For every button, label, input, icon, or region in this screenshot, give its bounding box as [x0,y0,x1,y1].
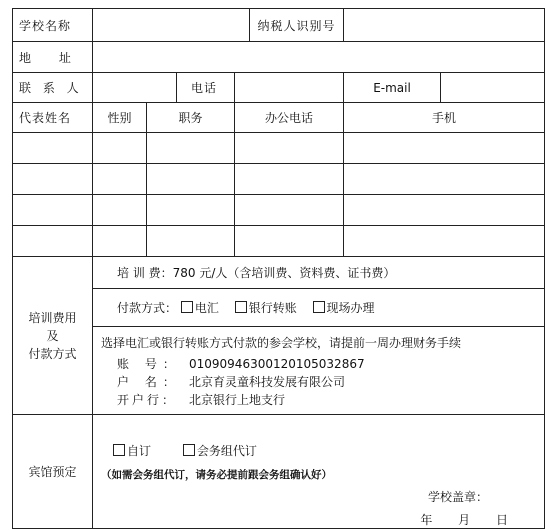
school-name-label: 学校名称 [13,9,93,42]
rep-gender-cell[interactable] [93,195,147,226]
rep-name-cell[interactable] [13,226,93,257]
account-number-key: 账 号： [117,357,181,371]
tax-id-field[interactable] [344,9,545,42]
bank-key: 开户行： [117,393,178,407]
option-label: 电汇 [194,301,219,315]
account-number-value: 0109094630012010503286​7 [189,357,365,371]
rep-row [13,133,545,164]
checkbox-icon[interactable] [181,301,193,313]
rep-office-phone-cell[interactable] [235,164,344,195]
rep-office-phone-cell[interactable] [235,133,344,164]
rep-gender-cell[interactable] [93,133,147,164]
payment-method-label: 付款方式： [117,301,178,315]
rep-header-row [13,103,545,133]
rep-name-cell[interactable] [13,195,93,226]
rep-office-phone-header: 办公电话 [235,103,344,133]
email-field[interactable] [441,73,545,103]
phone-label: 电话 [177,73,235,103]
account-number-line [117,355,538,373]
hotel-row [13,415,545,529]
account-holder-key: 户 名： [117,375,181,389]
rep-name-cell[interactable] [13,164,93,195]
hotel-cell [93,415,545,529]
school-name-field[interactable] [93,9,250,42]
tax-id-label: 纳税人识别号 [250,9,344,42]
address-field[interactable] [93,42,545,73]
payment-method-row [13,289,545,327]
phone-field[interactable] [235,73,344,103]
rep-gender-header: 性别 [93,103,147,133]
rep-title-cell[interactable] [147,133,235,164]
fee-row [13,257,545,289]
checkbox-icon[interactable] [235,301,247,313]
option-organizer-booking[interactable] [183,444,257,458]
rep-mobile-cell[interactable] [344,195,545,226]
rep-row [13,164,545,195]
rep-mobile-cell[interactable] [344,133,545,164]
rep-row [13,195,545,226]
rep-title-cell[interactable] [147,195,235,226]
option-label: 会务组代订 [196,444,257,458]
payment-note: 选择电汇或银行转账方式付款的参会学校，请提前一周办理财务手续 [101,336,462,350]
payment-method-cell [93,289,545,327]
address-row [13,42,545,73]
option-onsite[interactable] [313,301,375,315]
checkbox-icon[interactable] [313,301,325,313]
school-row [13,9,545,42]
fee-label-line: 培训费用 [28,310,77,325]
bank-value: 北京银行上地支行 [189,393,286,407]
hotel-options [113,441,538,461]
rep-gender-cell[interactable] [93,226,147,257]
rep-name-cell[interactable] [13,133,93,164]
fee-label-line: 付款方式 [28,346,77,361]
account-info [101,353,538,409]
option-label: 自订 [127,444,152,458]
option-label: 银行转账 [248,301,297,315]
fee-line: 培 训 费：780 元/人（含培训费、资料费、证书费） [93,257,545,289]
rep-title-header: 职务 [147,103,235,133]
rep-mobile-cell[interactable] [344,164,545,195]
rep-title-cell[interactable] [147,164,235,195]
option-wire-transfer[interactable] [181,301,219,315]
option-self-booking[interactable] [113,444,151,458]
school-stamp-label: 学校盖章： [427,490,488,504]
checkbox-icon[interactable] [183,444,195,456]
rep-row [13,226,545,257]
hotel-note: （如需会务组代订，请务必提前跟会务组确认好） [101,469,332,481]
date-line: 年 月 日 [420,513,508,527]
fee-label-line: 及 [46,328,59,343]
rep-gender-cell[interactable] [93,164,147,195]
account-holder-line [117,373,538,391]
account-row [13,327,545,415]
rep-mobile-header: 手机 [344,103,545,133]
checkbox-icon[interactable] [113,444,125,456]
option-label: 现场办理 [326,301,375,315]
bank-line [117,391,538,409]
address-label: 地 址 [13,42,93,73]
rep-office-phone-cell[interactable] [235,195,344,226]
account-holder-value: 北京育灵童科技发展有限公司 [189,375,346,389]
contact-label: 联 系 人 [13,73,93,103]
option-bank-transfer[interactable] [235,301,297,315]
rep-title-cell[interactable] [147,226,235,257]
form-table [12,8,545,529]
account-cell [93,327,545,415]
contact-field[interactable] [93,73,177,103]
rep-name-header: 代表姓名 [13,103,93,133]
contact-row [13,73,545,103]
fee-section-label [13,257,93,415]
email-label: E-mail [344,73,441,103]
rep-office-phone-cell[interactable] [235,226,344,257]
hotel-label: 宾馆预定 [13,415,93,529]
rep-mobile-cell[interactable] [344,226,545,257]
